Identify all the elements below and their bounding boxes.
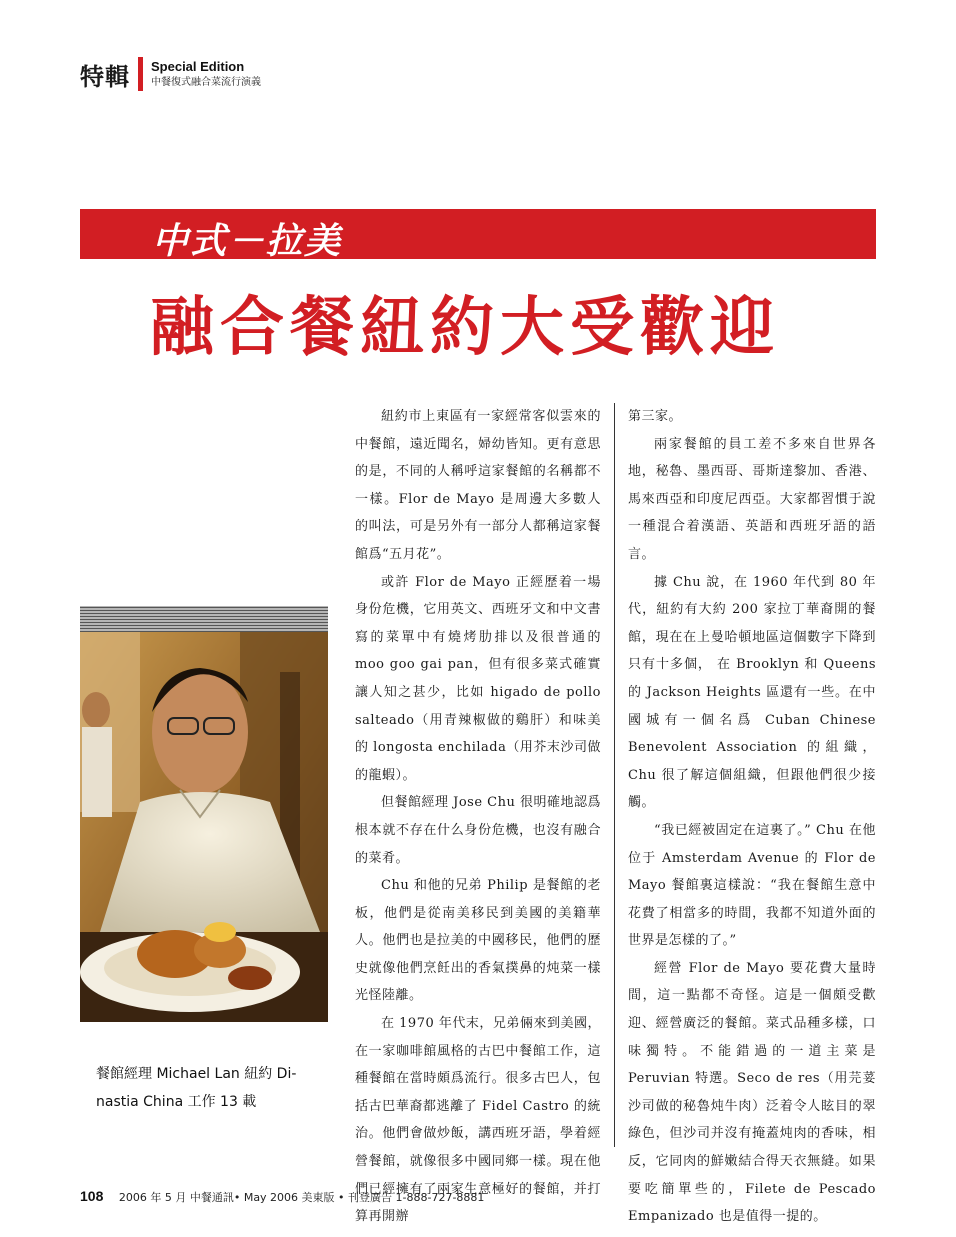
section-label-en: Special Edition	[151, 59, 245, 75]
photo-stripe	[80, 606, 328, 632]
paragraph-continued: 第三家。	[628, 409, 683, 424]
paragraph: 但餐館經理 Jose Chu 很明確地認爲根本就不存在什么身份危機，也沒有融合的菜肴。	[355, 795, 601, 866]
manager-photo	[80, 632, 328, 1022]
kicker-band	[80, 209, 876, 262]
paragraph: 據 Chu 說，在 1960 年代到 80 年代，紐約有大約 200 家拉丁華裔開的餐館，現在在上曼哈頓地區這個數字下降到只有十多個， 在 Brooklyn 和 Queens 的 Jackson Heights 區還有一些。在中國城有一個名爲 Cuban Chinese Benevolent Association 的組織，Chu 很了解這個組織，但跟他們很少接觸。	[628, 574, 876, 811]
section-tag	[80, 56, 261, 92]
paragraph: 或許 Flor de Mayo 正經歷着一場身份危機，它用英文、西班牙文和中文書寫的菜單中有燒烤肋排以及很普通的 moo goo gai pan，但有很多菜式確實讓人知之甚少，比如 higado de pollo salteado（用青辣椒做的鷄肝）和味美的 longosta enchilada（用芥末沙司做的龍蝦）。	[355, 574, 601, 783]
section-label-zh: 特輯	[80, 62, 130, 91]
paragraph: “我已經被固定在這裏了。” Chu 在他位于 Amsterdam Avenue 的 Flor de Mayo 餐館裏這樣說：“我在餐館生意中花費了相當多的時間，我都不知道外面的世界是怎樣的了。”	[628, 822, 876, 949]
section-divider	[138, 57, 143, 91]
paragraph: 兩家餐館的員工差不多來自世界各地，秘魯、墨西哥、哥斯達黎加、香港、馬來西亞和印度尼西亞。大家都習慣于說一種混合着漢語、英語和西班牙語的語言。	[628, 436, 876, 562]
kicker-title: 中式－拉美	[152, 220, 343, 262]
photo-caption: 餐館經理 Michael Lan 紐約 Di-nastia China 工作 13 載	[96, 1066, 297, 1110]
paragraph: 紐約市上東區有一家經常客似雲來的中餐館，遠近聞名，婦幼皆知。更有意思的是，不同的人稱呼這家餐館的名稱都不一樣。Flor de Mayo 是周邊大多數人的叫法，可是另外有一部分人都稱這家餐館爲“五月花”。	[355, 409, 601, 562]
article-column-right	[628, 403, 876, 1231]
section-label-block	[151, 60, 261, 87]
paragraph: Chu 和他的兄弟 Philip 是餐館的老板，他們是從南美移民到美國的美籍華人。他們也是拉美的中國移民，他們的歷史就像他們烹飪出的香氣撲鼻的炖菜一樣光怪陸離。	[355, 878, 601, 1004]
page-number: 108	[80, 1188, 104, 1204]
footer-text: 2006 年 5 月 中餐通訊• May 2006 美東版 • 刊登廣告 1-888-727-8881	[118, 1191, 485, 1204]
page-footer	[80, 1188, 484, 1205]
column-divider	[614, 403, 615, 1147]
section-subtitle: 中餐復式融合菜流行演義	[151, 76, 261, 88]
article-column-left	[355, 403, 601, 1231]
headline: 融合餐紐約大受歡迎	[150, 290, 780, 365]
photo-frame	[80, 606, 328, 1022]
paragraph: 經營 Flor de Mayo 要花費大量時間，這一點都不奇怪。這是一個頗受歡迎、經營廣泛的餐館。菜式品種多樣，口味獨特。不能錯過的一道主菜是 Peruvian 特選。Seco de res（用芫荽沙司做的秘魯炖牛肉）泛着令人眩目的翠綠色，但沙司并沒有掩蓋炖肉的香味，相反，它同肉的鮮嫩結合得天衣無縫。如果要吃簡單些的，Filete de Pescado Empanizado 也是值得一提的。	[628, 960, 876, 1225]
paragraph: 在 1970 年代末，兄弟倆來到美國，在一家咖啡館風格的古巴中餐館工作，這種餐館在當時頗爲流行。很多古巴人，包括古巴華裔都逃離了 Fidel Castro 的統治。他們會做炒飯，講西班牙語，學着經營餐館，就像很多中國同鄉一樣。現在他們已經擁有了兩家生意極好的餐館，并打算再開辦	[355, 1016, 601, 1225]
